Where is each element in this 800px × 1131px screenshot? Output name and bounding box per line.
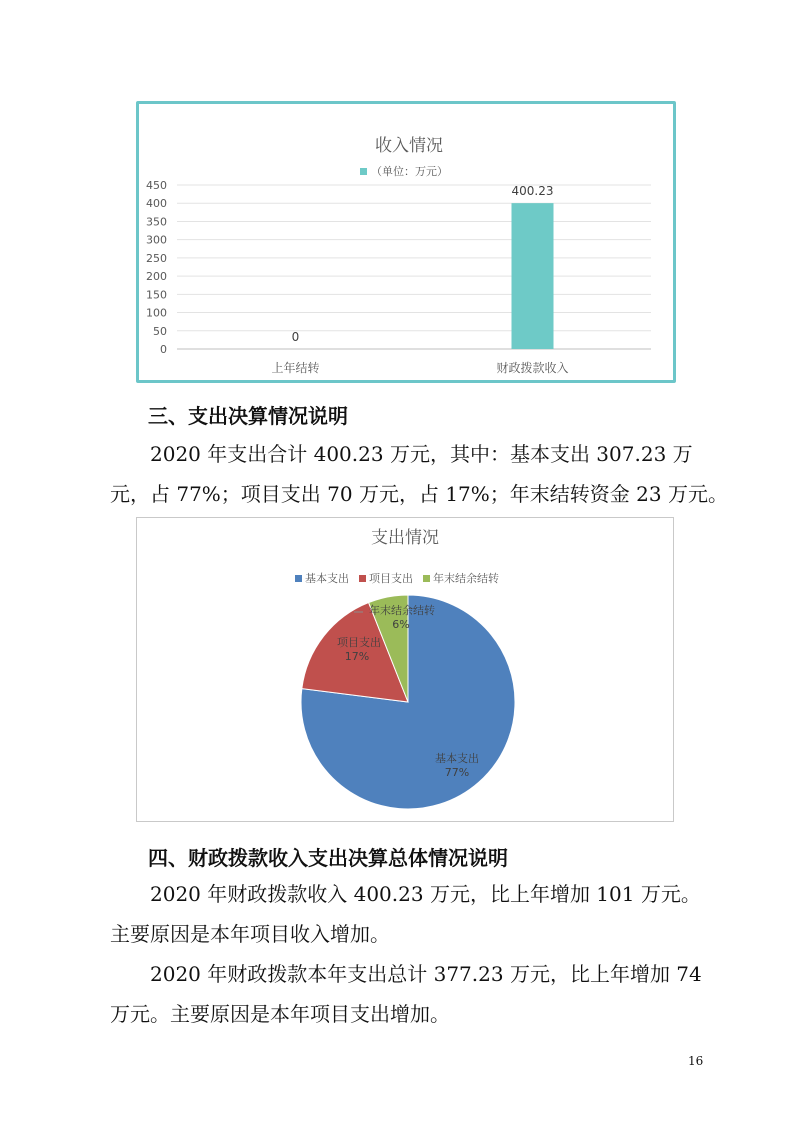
section3-line2: 元，占 77%；项目支出 70 万元，占 17%；年末结转资金 23 万元。 (110, 482, 728, 506)
income-y-axis (146, 179, 167, 356)
income-legend-label: （单位：万元） (371, 165, 448, 178)
slice-label-project-pct: 17% (344, 650, 370, 663)
income-chart-title: 收入情况 (375, 136, 443, 156)
y-tick-label: 450 (146, 179, 167, 192)
y-tick-label: 250 (146, 251, 167, 265)
bar-data-label: 400.23 (511, 184, 554, 199)
section4-p1-line2: 主要原因是本年项目收入增加。 (110, 922, 390, 946)
section4-p2-line2: 万元。主要原因是本年项目支出增加。 (110, 1002, 450, 1026)
y-tick-label: 150 (146, 288, 167, 302)
section3-line1: 2020 年支出合计 400.23 万元，其中：基本支出 307.23 万 (150, 442, 693, 466)
income-x-axis (271, 360, 568, 375)
section4-paragraph2 (110, 954, 700, 1034)
x-category-label: 财政拨款收入 (496, 361, 569, 375)
section4-p1-line1: 2020 年财政拨款收入 400.23 万元，比上年增加 101 万元。 (150, 882, 701, 906)
bar-data-label: 0 (291, 330, 300, 344)
income-bars (292, 184, 554, 349)
legend-swatch-basic (295, 575, 302, 582)
page-number: 16 (688, 1054, 704, 1068)
slice-label-carryover-pct: 6% (392, 618, 410, 631)
slice-label-carryover-name: 年末结余结转 (369, 604, 435, 617)
slice-label-basic-name: 基本支出 (435, 752, 479, 765)
legend-label-basic: 基本支出 (305, 572, 349, 585)
slice-label-basic-pct: 77% (444, 766, 470, 779)
legend-swatch-carryover (423, 575, 430, 582)
income-legend-swatch (360, 168, 367, 175)
legend-label-project: 项目支出 (369, 572, 413, 585)
y-tick-label: 400 (146, 197, 167, 211)
expense-chart (136, 517, 674, 822)
y-tick-label: 350 (146, 215, 167, 229)
section3-paragraph (110, 434, 728, 514)
y-tick-label: 200 (146, 270, 167, 284)
expense-chart-svg (137, 518, 673, 821)
income-gridlines (177, 185, 651, 349)
legend-label-carryover: 年末结余结转 (433, 572, 499, 585)
section3-heading: 三、支出决算情况说明 (148, 404, 348, 428)
y-tick-label: 100 (146, 306, 167, 320)
x-category-label: 上年结转 (271, 361, 320, 375)
section4-heading: 四、财政拨款收入支出决算总体情况说明 (148, 846, 508, 870)
slice-label-project-name: 项目支出 (337, 636, 381, 649)
income-chart-svg (139, 104, 673, 380)
section4-p2-line1: 2020 年财政拨款本年支出总计 377.23 万元，比上年增加 74 (150, 962, 702, 986)
section4-paragraph1 (110, 874, 700, 954)
expense-chart-title: 支出情况 (371, 528, 439, 548)
legend-swatch-project (359, 575, 366, 582)
expense-legend (295, 571, 499, 585)
income-chart (136, 101, 676, 383)
y-tick-label: 300 (146, 233, 167, 247)
y-tick-label: 0 (160, 343, 167, 356)
bar (512, 203, 554, 349)
y-tick-label: 50 (153, 324, 167, 338)
